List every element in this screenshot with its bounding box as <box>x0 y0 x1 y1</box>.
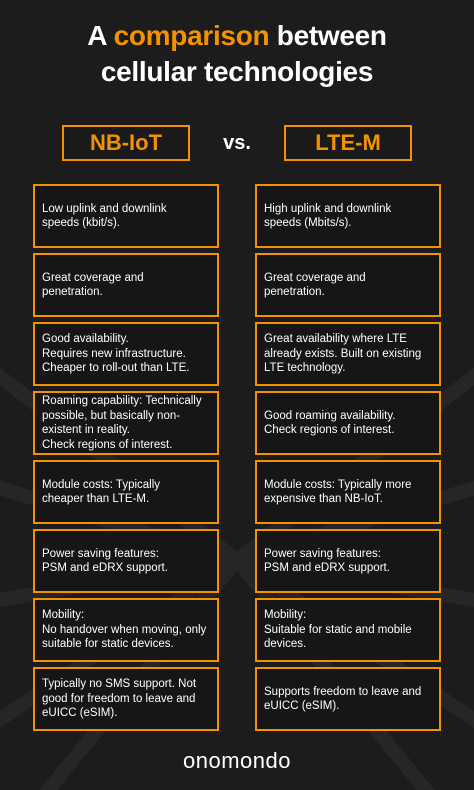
lte-m-power-saving-cell: Power saving features: PSM and eDRX support. <box>255 529 441 593</box>
nb-iot-label: NB-IoT <box>62 125 190 161</box>
nb-iot-sms-cell: Typically no SMS support. Not good for freedom to leave and eUICC (eSIM). <box>33 667 219 731</box>
nb-iot-roaming-cell: Roaming capability: Technically possible, but basically non- existent in reality. Check regions of interest. <box>33 391 219 455</box>
lte-m-speed-cell: High uplink and downlink speeds (Mbits/s). <box>255 184 441 248</box>
nb-iot-coverage-cell: Great coverage and penetration. <box>33 253 219 317</box>
title-line-1 <box>0 18 474 54</box>
nb-iot-mobility-cell: Mobility: No handover when moving, only suitable for static devices. <box>33 598 219 662</box>
vs-label: vs. <box>223 132 251 154</box>
title-accent: comparison <box>113 20 270 51</box>
onomondo-logo: onomondo <box>183 748 291 773</box>
lte-m-label: LTE-M <box>284 125 412 161</box>
title-suffix: between <box>269 20 387 51</box>
page-title <box>0 18 474 90</box>
lte-m-availability-cell: Great availability where LTE already exists. Built on existing LTE technology. <box>255 322 441 386</box>
lte-m-coverage-cell: Great coverage and penetration. <box>255 253 441 317</box>
title-prefix: A <box>87 20 114 51</box>
lte-m-roaming-cell: Good roaming availability. Check regions of interest. <box>255 391 441 455</box>
lte-m-mobility-cell: Mobility: Suitable for static and mobile devices. <box>255 598 441 662</box>
title-line-2: cellular technologies <box>100 56 374 87</box>
lte-m-sms-cell: Supports freedom to leave and eUICC (eSIM). <box>255 667 441 731</box>
lte-m-module-cost-cell: Module costs: Typically more expensive than NB-IoT. <box>255 460 441 524</box>
nb-iot-availability-cell: Good availability. Requires new infrastructure. Cheaper to roll-out than LTE. <box>33 322 219 386</box>
nb-iot-speed-cell: Low uplink and downlink speeds (kbit/s). <box>33 184 219 248</box>
nb-iot-module-cost-cell: Module costs: Typically cheaper than LTE-M. <box>33 460 219 524</box>
nb-iot-power-saving-cell: Power saving features: PSM and eDRX support. <box>33 529 219 593</box>
technology-header <box>0 125 474 165</box>
